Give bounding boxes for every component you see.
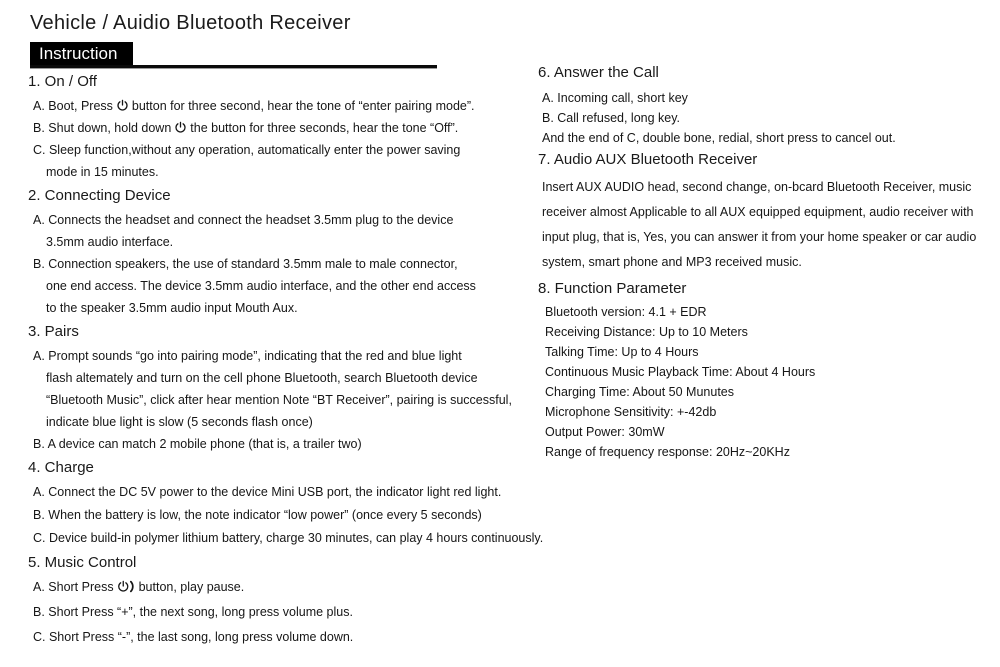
instruction-line: indicate blue light is slow (5 seconds flash once)	[46, 415, 313, 429]
parameter-line: Bluetooth version: 4.1 + EDR	[545, 305, 707, 319]
power-play-icon	[117, 580, 136, 593]
instruction-line: “Bluetooth Music”, click after hear mention Note “BT Receiver”, pairing is successful,	[46, 393, 512, 407]
instruction-line: input plug, that is, Yes, you can answer it from your home speaker or car audio	[542, 230, 977, 244]
line-text: button, play pause.	[138, 580, 245, 594]
divider-rule	[30, 65, 437, 69]
line-text: B. Shut down, hold down	[33, 121, 172, 135]
right-column	[538, 64, 993, 465]
section-heading-music-control: 5. Music Control	[28, 554, 137, 571]
instruction-line: C. Short Press “-”, the last song, long press volume down.	[33, 630, 354, 644]
parameter-line: Receiving Distance: Up to 10 Meters	[545, 325, 748, 339]
line-text: A. Boot, Press	[33, 99, 113, 113]
instruction-line: A. Connects the headset and connect the headset 3.5mm plug to the device	[33, 213, 454, 227]
instruction-line: A. Connect the DC 5V power to the device Mini USB port, the indicator light red light.	[33, 485, 502, 499]
instruction-line: system, smart phone and MP3 received music.	[542, 255, 802, 269]
instruction-line: And the end of C, double bone, redial, short press to cancel out.	[542, 131, 896, 145]
page-title: Vehicle / Auidio Bluetooth Receiver	[30, 12, 351, 34]
parameter-line: Continuous Music Playback Time: About 4 Hours	[545, 365, 816, 379]
section-heading-charge: 4. Charge	[28, 459, 94, 476]
section-heading-connecting: 2. Connecting Device	[28, 187, 171, 204]
instruction-line: receiver almost Applicable to all AUX equipped equipment, audio receiver with	[542, 205, 974, 219]
instruction-line: B. When the battery is low, the note indicator “low power” (once every 5 seconds)	[33, 508, 482, 522]
instruction-line: flash altemately and turn on the cell phone Bluetooth, search Bluetooth device	[46, 371, 478, 385]
parameter-line: Charging Time: About 50 Munutes	[545, 385, 735, 399]
parameter-line: Talking Time: Up to 4 Hours	[545, 345, 699, 359]
parameter-line: Output Power: 30mW	[545, 425, 665, 439]
instruction-line: Insert AUX AUDIO head, second change, on-bcard Bluetooth Receiver, music	[542, 180, 972, 194]
instruction-line: to the speaker 3.5mm audio input Mouth Aux.	[46, 301, 298, 315]
line-text: A. Short Press	[33, 580, 114, 594]
instruction-line: 3.5mm audio interface.	[46, 235, 174, 249]
instruction-line: one end access. The device 3.5mm audio interface, and the other end access	[46, 279, 476, 293]
instruction-line: B. Connection speakers, the use of standard 3.5mm male to male connector,	[33, 257, 458, 271]
section-heading-function-parameter: 8. Function Parameter	[538, 280, 687, 297]
instruction-line: A. Incoming call, short key	[542, 91, 688, 105]
instruction-line: B. Short Press “+”, the next song, long press volume plus.	[33, 605, 353, 619]
left-column	[28, 73, 548, 655]
power-icon	[174, 121, 187, 134]
section-heading-aux: 7. Audio AUX Bluetooth Receiver	[538, 151, 758, 168]
parameter-line: Range of frequency response: 20Hz~20KHz	[545, 445, 790, 459]
instruction-line	[28, 580, 548, 594]
section-heading-pairs: 3. Pairs	[28, 323, 79, 340]
instruction-line: B. Call refused, long key.	[542, 111, 681, 125]
section-heading-on-off: 1. On / Off	[28, 73, 97, 90]
line-text: button for three second, hear the tone of “enter pairing mode”.	[131, 99, 475, 113]
instruction-line	[28, 121, 548, 135]
parameter-line: Microphone Sensitivity: +-42db	[545, 405, 717, 419]
section-heading-answer-call: 6. Answer the Call	[538, 64, 659, 81]
instruction-line: C. Sleep function,without any operation, automatically enter the power saving	[33, 143, 461, 157]
instruction-line: mode in 15 minutes.	[46, 165, 159, 179]
instruction-line: B. A device can match 2 mobile phone (that is, a trailer two)	[33, 437, 362, 451]
instruction-line: C. Device build-in polymer lithium battery, charge 30 minutes, can play 4 hours continuously.	[33, 531, 544, 545]
instruction-line: A. Prompt sounds “go into pairing mode”, indicating that the red and blue light	[33, 349, 462, 363]
instruction-badge: Instruction	[30, 42, 133, 67]
instruction-line	[28, 99, 548, 113]
power-icon	[116, 99, 129, 112]
line-text: the button for three seconds, hear the tone “Off”.	[190, 121, 459, 135]
